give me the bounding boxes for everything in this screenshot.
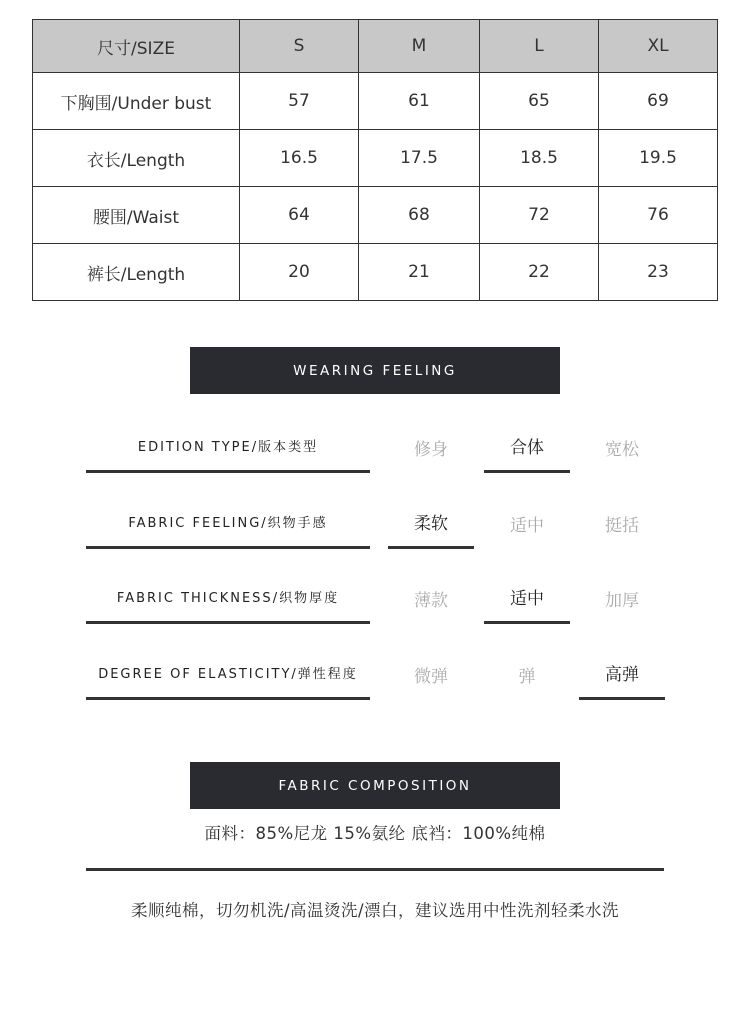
feeling-label: EDITION TYPE/版本类型 bbox=[86, 421, 370, 473]
table-cell: 17.5 bbox=[359, 130, 480, 187]
table-cell: 69 bbox=[599, 73, 718, 130]
care-instructions: 柔顺纯棉，切勿机洗/高温烫洗/漂白，建议选用中性洗剂轻柔水洗 bbox=[130, 901, 620, 920]
table-cell: 腰围/Waist bbox=[33, 187, 240, 244]
table-cell: 21 bbox=[359, 244, 480, 301]
table-cell: 22 bbox=[480, 244, 599, 301]
feeling-row-fabric-thickness bbox=[0, 572, 750, 626]
feeling-row-fabric-feeling bbox=[0, 497, 750, 551]
size-table bbox=[32, 19, 718, 301]
table-cell: 16.5 bbox=[240, 130, 359, 187]
table-cell: 72 bbox=[480, 187, 599, 244]
table-row bbox=[33, 187, 718, 244]
feeling-option: 微弹 bbox=[414, 666, 448, 687]
divider bbox=[86, 868, 664, 871]
feeling-option: 修身 bbox=[414, 439, 448, 460]
table-cell: 57 bbox=[240, 73, 359, 130]
header-cell: 尺寸/SIZE bbox=[33, 20, 240, 73]
table-row bbox=[33, 244, 718, 301]
table-cell: 61 bbox=[359, 73, 480, 130]
table-row bbox=[33, 130, 718, 187]
feeling-label: DEGREE OF ELASTICITY/弹性程度 bbox=[86, 648, 370, 700]
table-cell: 65 bbox=[480, 73, 599, 130]
table-cell: 64 bbox=[240, 187, 359, 244]
feeling-option-selected: 柔软 bbox=[388, 497, 474, 549]
feeling-option: 宽松 bbox=[605, 439, 639, 460]
table-cell: 20 bbox=[240, 244, 359, 301]
table-cell: 76 bbox=[599, 187, 718, 244]
feeling-row-elasticity bbox=[0, 648, 750, 702]
composition-text: 面料：85%尼龙 15%氨纶 底裆：100%纯棉 bbox=[204, 824, 546, 843]
header-cell: M bbox=[359, 20, 480, 73]
feeling-option: 薄款 bbox=[414, 590, 448, 611]
feeling-option-selected: 适中 bbox=[484, 572, 570, 624]
table-cell: 衣长/Length bbox=[33, 130, 240, 187]
table-cell: 68 bbox=[359, 187, 480, 244]
feeling-row-edition-type bbox=[0, 421, 750, 475]
header-cell: XL bbox=[599, 20, 718, 73]
header-cell: S bbox=[240, 20, 359, 73]
feeling-option: 加厚 bbox=[605, 590, 639, 611]
table-cell: 19.5 bbox=[599, 130, 718, 187]
table-cell: 下胸围/Under bust bbox=[33, 73, 240, 130]
wearing-feeling-banner: WEARING FEELING bbox=[190, 347, 560, 394]
table-cell: 18.5 bbox=[480, 130, 599, 187]
table-cell: 23 bbox=[599, 244, 718, 301]
feeling-label: FABRIC FEELING/织物手感 bbox=[86, 497, 370, 549]
fabric-composition-banner: FABRIC COMPOSITION bbox=[190, 762, 560, 809]
feeling-label: FABRIC THICKNESS/织物厚度 bbox=[86, 572, 370, 624]
feeling-option-selected: 合体 bbox=[484, 421, 570, 473]
header-cell: L bbox=[480, 20, 599, 73]
feeling-option: 弹 bbox=[518, 666, 536, 687]
feeling-option: 挺括 bbox=[605, 515, 639, 536]
feeling-option: 适中 bbox=[510, 515, 544, 536]
size-table-header bbox=[33, 20, 718, 73]
table-cell: 裤长/Length bbox=[33, 244, 240, 301]
table-row bbox=[33, 73, 718, 130]
feeling-option-selected: 高弹 bbox=[579, 648, 665, 700]
